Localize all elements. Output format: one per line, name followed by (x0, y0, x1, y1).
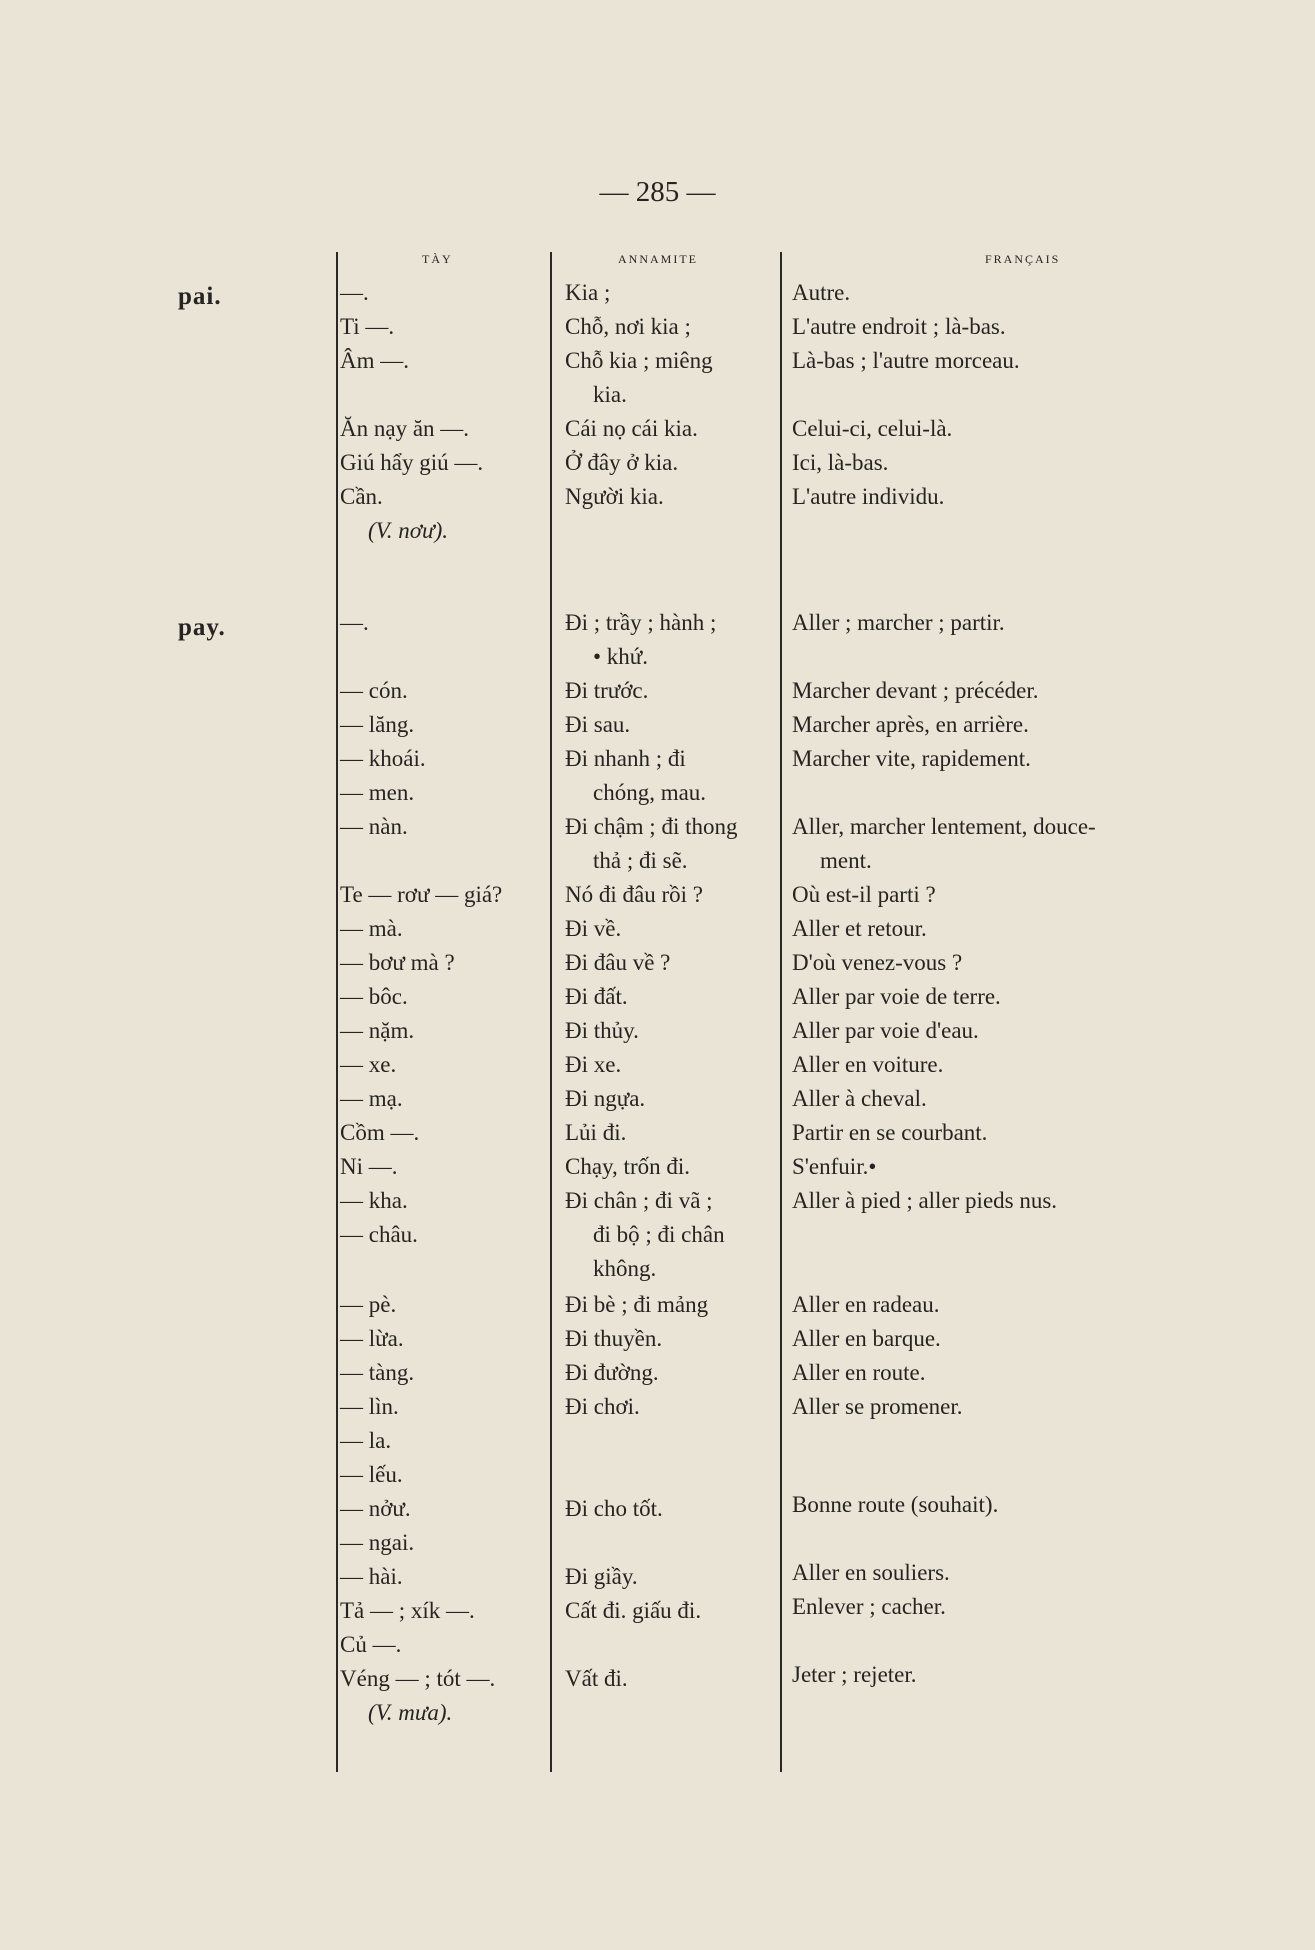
french-entry: Aller en voiture. (792, 1052, 944, 1077)
tay-entry: — mạ. (340, 1086, 403, 1111)
column-header-tay: TÀY (422, 252, 453, 266)
tay-entry: Ăn nạy ăn —. (340, 416, 470, 441)
french-entry: L'autre endroit ; là-bas. (792, 314, 1006, 339)
tay-entry: — nàn. (340, 814, 408, 839)
annamite-entry: Đi giầy. (565, 1564, 638, 1589)
french-entry: Marcher vite, rapidement. (792, 746, 1031, 771)
french-entry: Bonne route (souhait). (792, 1492, 999, 1517)
annamite-entry: Chỗ, nơi kia ; (565, 314, 691, 339)
annamite-entry: Nó đi đâu rồi ? (565, 882, 703, 907)
french-entry: S'enfuir.• (792, 1154, 877, 1179)
tay-entry: Cồm —. (340, 1120, 420, 1145)
annamite-entry: Cái nọ cái kia. (565, 416, 698, 441)
annamite-entry-continued: đi bộ ; đi chân (593, 1222, 725, 1247)
annamite-entry: Ở đây ở kia. (565, 450, 679, 475)
tay-entry: — hài. (340, 1564, 403, 1589)
annamite-entry: Đi đường. (565, 1360, 659, 1385)
french-entry: Marcher devant ; précéder. (792, 678, 1039, 703)
french-entry: Autre. (792, 280, 851, 305)
french-entry: Où est-il parti ? (792, 882, 936, 907)
french-entry: Aller et retour. (792, 916, 927, 941)
tay-entry: Giú hẩy giú —. (340, 450, 484, 475)
annamite-entry: Đi ngựa. (565, 1086, 646, 1111)
annamite-entry: Chạy, trốn đi. (565, 1154, 690, 1179)
tay-entry: Véng — ; tót —. (340, 1666, 496, 1691)
tay-entry: — nởư. (340, 1496, 411, 1521)
annamite-entry: Đi sau. (565, 712, 631, 737)
french-entry: Aller en barque. (792, 1326, 941, 1351)
tay-entry: — lếu. (340, 1462, 403, 1487)
french-entry: L'autre individu. (792, 484, 945, 509)
tay-entry: —. (340, 610, 369, 635)
tay-entry: Ti —. (340, 314, 395, 339)
column-rule-right (780, 252, 782, 1772)
column-rule-left (336, 252, 338, 1772)
annamite-entry: Đi thủy. (565, 1018, 639, 1043)
annamite-entry: Đi nhanh ; đi (565, 746, 686, 771)
column-rule-middle (550, 252, 552, 1772)
french-entry: Aller se promener. (792, 1394, 963, 1419)
tay-entry: — pè. (340, 1292, 397, 1317)
french-entry: Là-bas ; l'autre morceau. (792, 348, 1020, 373)
annamite-entry: Người kia. (565, 484, 664, 509)
annamite-entry-continued: thả ; đi sẽ. (593, 848, 688, 873)
tay-cross-reference: (V. nơư). (368, 518, 448, 543)
tay-entry: — bôc. (340, 984, 408, 1009)
annamite-entry: Cất đi. giấu đi. (565, 1598, 702, 1623)
french-entry: Enlever ; cacher. (792, 1594, 946, 1619)
tay-entry: — lìn. (340, 1394, 399, 1419)
tay-entry: — khoái. (340, 746, 426, 771)
annamite-entry: Đi ; trầy ; hành ; (565, 610, 717, 635)
tay-entry: — men. (340, 780, 415, 805)
french-entry: Aller en radeau. (792, 1292, 940, 1317)
annamite-entry: Đi về. (565, 916, 622, 941)
tay-entry: Củ —. (340, 1632, 402, 1657)
french-entry-continued: ment. (820, 848, 872, 873)
annamite-entry: Chỗ kia ; miêng (565, 348, 713, 373)
annamite-entry: Đi đất. (565, 984, 628, 1009)
french-entry: Ici, là-bas. (792, 450, 889, 475)
tay-entry: — lừa. (340, 1326, 404, 1351)
tay-entry: — lăng. (340, 712, 415, 737)
tay-entry: — kha. (340, 1188, 408, 1213)
tay-entry: — mà. (340, 916, 403, 941)
tay-entry: Cần. (340, 484, 383, 509)
headword-pay: pay. (178, 614, 226, 641)
tay-entry: — xe. (340, 1052, 397, 1077)
french-entry: Marcher après, en arrière. (792, 712, 1029, 737)
annamite-entry: Đi cho tốt. (565, 1496, 663, 1521)
french-entry: Celui-ci, celui-là. (792, 416, 953, 441)
french-entry: Aller ; marcher ; partir. (792, 610, 1005, 635)
annamite-entry: Lủi đi. (565, 1120, 627, 1145)
tay-entry: — ngai. (340, 1530, 415, 1555)
tay-entry: Tả — ; xík —. (340, 1598, 475, 1623)
tay-entry: —. (340, 280, 369, 305)
tay-cross-reference: (V. mưa). (368, 1700, 453, 1725)
tay-entry: — la. (340, 1428, 392, 1453)
headword-pai: pai. (178, 283, 222, 310)
annamite-entry: Đi bè ; đi mảng (565, 1292, 709, 1317)
french-entry: D'où venez-vous ? (792, 950, 963, 975)
french-entry: Aller à cheval. (792, 1086, 927, 1111)
tay-entry: Ni —. (340, 1154, 398, 1179)
french-entry: Aller, marcher lentement, douce- (792, 814, 1096, 839)
annamite-entry: Đi chậm ; đi thong (565, 814, 738, 839)
tay-entry: — bơư mà ? (340, 950, 455, 975)
french-entry: Aller par voie d'eau. (792, 1018, 979, 1043)
annamite-entry-continued: • khứ. (593, 644, 649, 669)
annamite-entry: Đi chơi. (565, 1394, 640, 1419)
page-number: — 285 — (599, 176, 716, 208)
tay-entry: — châu. (340, 1222, 418, 1247)
french-entry: Aller par voie de terre. (792, 984, 1001, 1009)
french-entry: Aller en route. (792, 1360, 926, 1385)
annamite-entry: Đi xe. (565, 1052, 622, 1077)
french-entry: Aller à pied ; aller pieds nus. (792, 1188, 1058, 1213)
annamite-entry: Đi chân ; đi vã ; (565, 1188, 713, 1213)
annamite-entry: Đi đâu về ? (565, 950, 671, 975)
tay-entry: — nặm. (340, 1018, 415, 1043)
annamite-entry: Vất đi. (565, 1666, 628, 1691)
french-entry: Partir en se courbant. (792, 1120, 988, 1145)
tay-entry: Te — rơư — giá? (340, 882, 503, 907)
annamite-entry: Đi thuyền. (565, 1326, 663, 1351)
annamite-entry: Kia ; (565, 280, 611, 305)
tay-entry: — tàng. (340, 1360, 415, 1385)
french-entry: Jeter ; rejeter. (792, 1662, 917, 1687)
tay-entry: Âm —. (340, 348, 409, 373)
annamite-entry: Đi trước. (565, 678, 649, 703)
annamite-entry-continued: kia. (593, 382, 627, 407)
annamite-entry-continued: không. (593, 1256, 657, 1281)
french-entry: Aller en souliers. (792, 1560, 950, 1585)
annamite-entry-continued: chóng, mau. (593, 780, 707, 805)
column-header-francais: FRANÇAIS (985, 252, 1061, 266)
tay-entry: — cón. (340, 678, 408, 703)
column-header-annamite: ANNAMITE (618, 252, 698, 266)
